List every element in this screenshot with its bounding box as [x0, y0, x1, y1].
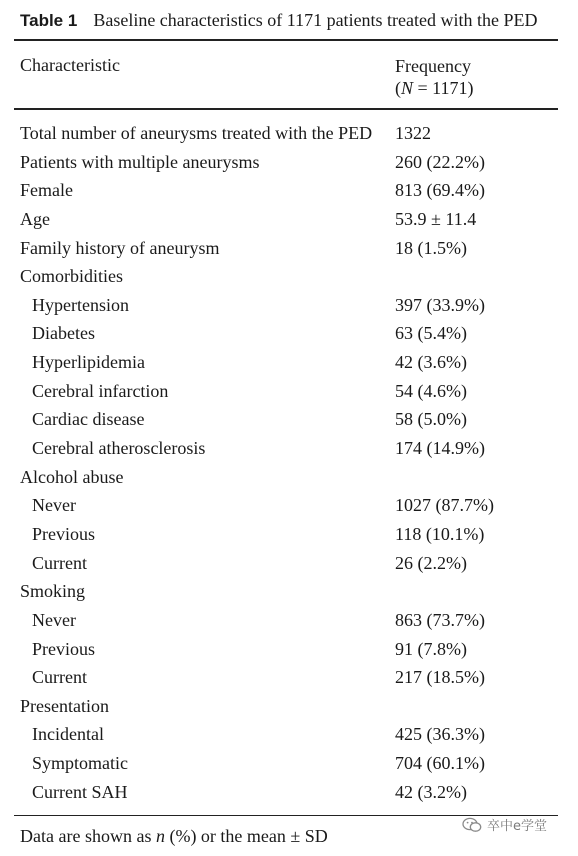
row-characteristic: Current — [32, 552, 87, 573]
row-characteristic: Comorbidities — [20, 266, 123, 287]
row-characteristic: Cerebral atherosclerosis — [32, 438, 206, 459]
table-row — [0, 119, 578, 148]
wechat-icon — [462, 817, 482, 833]
table-footnote — [20, 826, 328, 847]
sample-size-value: = 1171 — [413, 78, 468, 98]
row-frequency: 53.9 ± 11.4 — [395, 208, 477, 229]
row-frequency: 91 (7.8%) — [395, 638, 467, 659]
row-characteristic: Current — [32, 667, 87, 688]
header-rule — [14, 108, 558, 110]
row-frequency: 42 (3.2%) — [395, 781, 467, 802]
row-characteristic: Diabetes — [32, 323, 95, 344]
row-frequency: 42 (3.6%) — [395, 352, 467, 373]
frequency-label: Frequency — [395, 56, 471, 76]
row-frequency: 813 (69.4%) — [395, 180, 485, 201]
row-frequency: 1027 (87.7%) — [395, 495, 494, 516]
table-row — [0, 434, 578, 463]
table-row — [0, 148, 578, 177]
row-characteristic: Smoking — [20, 581, 86, 602]
row-characteristic: Patients with multiple aneurysms — [20, 151, 260, 172]
footnote-suffix: (%) or the mean ± SD — [164, 826, 328, 846]
row-characteristic: Hypertension — [32, 294, 129, 315]
row-frequency: 63 (5.4%) — [395, 323, 467, 344]
row-frequency: 863 (73.7%) — [395, 609, 485, 630]
table-row — [0, 463, 578, 492]
row-characteristic: Incidental — [32, 724, 104, 745]
column-header-characteristic: Characteristic — [20, 55, 120, 75]
table-row — [0, 319, 578, 348]
row-frequency: 260 (22.2%) — [395, 151, 485, 172]
table-row — [0, 778, 578, 807]
table-row — [0, 234, 578, 263]
row-characteristic: Previous — [32, 523, 95, 544]
table-row — [0, 749, 578, 778]
table-body — [0, 119, 578, 806]
row-characteristic: Family history of aneurysm — [20, 237, 220, 258]
footnote-n: n — [155, 826, 165, 846]
sample-size: (N = 1171) — [395, 78, 474, 98]
top-rule — [14, 39, 558, 41]
table-title: Baseline characteristics of 1171 patients treated with the PED — [93, 10, 538, 30]
row-characteristic: Hyperlipidemia — [32, 352, 145, 373]
row-characteristic: Never — [32, 609, 76, 630]
sample-size-symbol: N — [401, 78, 414, 98]
table-caption — [20, 10, 538, 31]
table-row — [0, 663, 578, 692]
row-characteristic: Age — [20, 208, 50, 229]
watermark — [462, 815, 547, 834]
table-row — [0, 635, 578, 664]
table-row — [0, 491, 578, 520]
row-frequency: 58 (5.0%) — [395, 409, 467, 430]
table-row — [0, 577, 578, 606]
table-row — [0, 405, 578, 434]
row-frequency: 174 (14.9%) — [395, 438, 485, 459]
row-characteristic: Never — [32, 495, 76, 516]
row-frequency: 425 (36.3%) — [395, 724, 485, 745]
table-row — [0, 262, 578, 291]
table-row — [0, 348, 578, 377]
row-frequency: 704 (60.1%) — [395, 753, 485, 774]
row-characteristic: Presentation — [20, 695, 109, 716]
row-characteristic: Female — [20, 180, 73, 201]
column-header-frequency — [395, 55, 474, 99]
row-characteristic: Cardiac disease — [32, 409, 145, 430]
table-row — [0, 606, 578, 635]
row-frequency: 54 (4.6%) — [395, 380, 467, 401]
row-frequency: 26 (2.2%) — [395, 552, 467, 573]
watermark-text: 卒中e学堂 — [487, 819, 547, 834]
row-frequency: 217 (18.5%) — [395, 667, 485, 688]
table-row — [0, 720, 578, 749]
row-characteristic: Current SAH — [32, 781, 128, 802]
table-row — [0, 205, 578, 234]
row-frequency: 1322 — [395, 123, 431, 143]
row-characteristic: Cerebral infarction — [32, 380, 169, 401]
row-frequency: 118 (10.1%) — [395, 523, 485, 544]
row-frequency: 18 (1.5%) — [395, 237, 467, 258]
row-frequency: 397 (33.9%) — [395, 294, 485, 315]
row-characteristic: Alcohol abuse — [20, 466, 124, 487]
table-row — [0, 291, 578, 320]
row-characteristic: Previous — [32, 638, 95, 659]
table-row — [0, 377, 578, 406]
table-row — [0, 176, 578, 205]
table-row — [0, 692, 578, 721]
footnote-prefix: Data are shown as — [20, 826, 156, 846]
row-characteristic: Total number of aneurysms treated with the PED — [20, 123, 373, 143]
row-characteristic: Symptomatic — [32, 753, 128, 774]
table-row — [0, 520, 578, 549]
table-label: Table 1 — [20, 11, 78, 30]
table-row — [0, 549, 578, 578]
